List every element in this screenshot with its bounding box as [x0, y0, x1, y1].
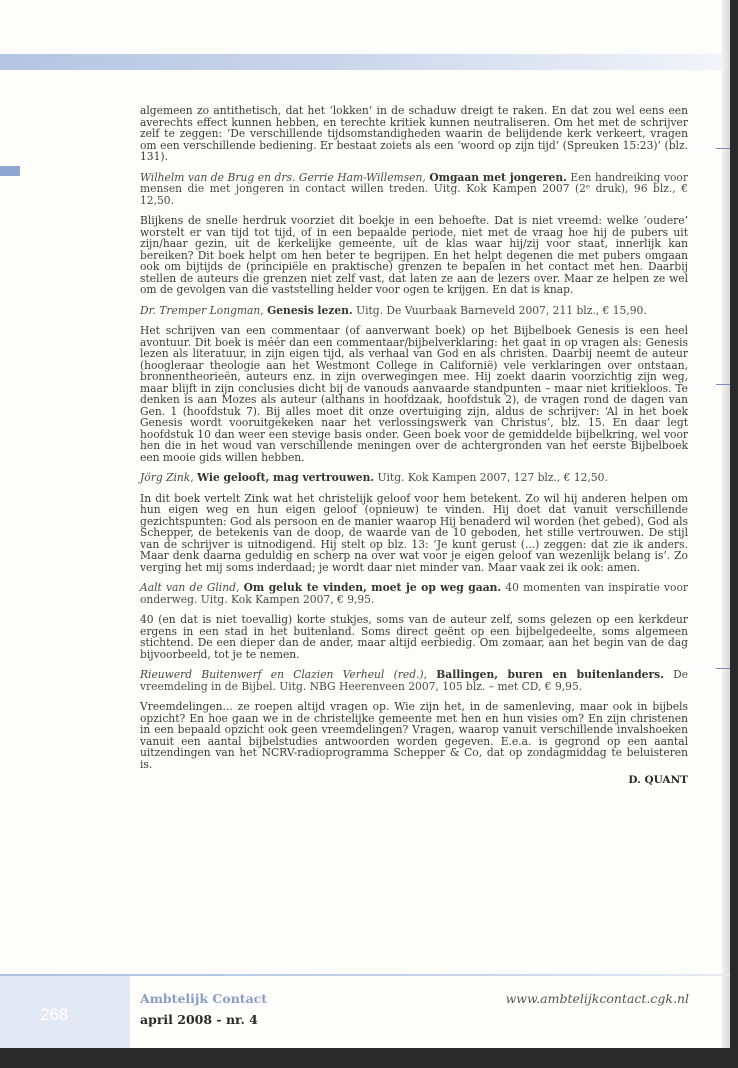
page-number: 268 — [40, 1005, 69, 1024]
reviewer-signature: D. QUANT — [628, 774, 688, 786]
margin-tick — [716, 384, 730, 385]
paragraph: Vreemdelingen... ze roepen altijd vragen op. Wie zijn het, in de samenleving, maar ook in bijbels opzicht? En hoe gaan we in de christelijke gemeente met hen en hun visies om? En zijn christenen in een bepaald opzicht ook geen vreemdelingen? Vragen, waarop vanuit verschillende invalshoeken vanuit een aantal bijbelstudies antwoorden worden gegeven. E.e.a. is gegrond op een aantal uitzendingen van het NCRV-radioprogramma Schepper & Co, dat op zondagmiddag te beluisteren is. — [140, 700, 688, 771]
paragraph: In dit boek vertelt Zink wat het christelijk geloof voor hem betekent. Zo wil hij anderen helpen om hun eigen weg en hun eigen geloof (opnieuw) te vinden. Hij doet dat vanuit verschillende gezichtspunten: God als persoon en de manier waarop Hij benaderd wil worden (het gebed), God als Schepper, de betekenis van de doop, de waarde van de 10 geboden, het stille vertrouwen. De stijl van de schrijver is uitnodigend. Hij stelt op blz. 13: ‘Je kunt gerust (...) zeggen: dat zie ik anders. Maar denk daarna geduldig en scherp na over wat voor je eigen geloof van wezenlijk belang is’. Zo verging het mij soms inderdaad; je wordt daar niet minder van. Maar vaak zei ik ook: amen. — [140, 491, 688, 574]
paragraph: Blijkens de snelle herdruk voorziet dit boekje in een behoefte. Dat is niet vreemd: welke ‘oudere’ worstelt er van tijd tot tijd, of in een bepaalde periode, niet met de vraag hoe hij de pubers uit zijn/haar gezin, uit de kerkelijke gemeente, uit de klas waar hij/zij voor staat, innerlijk kan bereiken? Dit boek helpt om hen beter te begrijpen. En het helpt degenen die met pubers omgaan ook om bijtijds de (principiële en praktische) grenzen te bepalen in het contact met hen. Daarbij stellen de auteurs die grenzen niet zelf vast, dat laten ze aan de lezers over. Maar ze helpen ze wel om de gevolgen van die vaststelling helder voor ogen te krijgen. En dat is knap. — [140, 214, 688, 296]
margin-tick — [716, 668, 730, 669]
book-author: Rieuwerd Buitenwerf en Clazien Verheul (red.), — [140, 668, 428, 681]
book-title: Om geluk te vinden, moet je op weg gaan. — [243, 581, 502, 594]
paragraph: 40 (en dat is niet toevallig) korte stukjes, soms van de auteur zelf, soms gelezen op een kerkdeur ergens in een stad in het buitenland. Soms direct geënt op een bijbelgedeelte, soms algemeen stichtend. De een dieper dan de ander, maar altijd eerbiedig. Om zomaar, aan het begin van de dag bijvoorbeeld, tot je te nemen. — [140, 613, 688, 661]
book-entry — [140, 472, 688, 484]
margin-marker — [0, 166, 20, 176]
book-entry — [140, 582, 688, 605]
website-url: www.ambtelijkcontact.cgk.nl — [505, 991, 689, 1006]
book-details: 40 momenten van inspiratie voor onderweg. Uitg. Kok Kampen 2007, € 9,95. — [140, 581, 688, 606]
book-author: Wilhelm van de Brug en drs. Gerrie Ham-Willemsen, — [140, 170, 426, 184]
book-author: Dr. Tremper Longman, — [140, 303, 264, 317]
book-author: Aalt van de Glind, — [140, 581, 240, 594]
book-entry — [140, 172, 688, 207]
book-entry — [140, 669, 688, 692]
book-details: Uitg. Kok Kampen 2007, 127 blz., € 12,50. — [377, 471, 608, 484]
paragraph: algemeen zo antithetisch, dat het ‘lokken’ in de schaduw dreigt te raken. En dat zou wel eens een averechts effect kunnen hebben, en terechte kritiek kunnen neutraliseren. Om het met de schrijver zelf te zeggen: ‘De verschillende tijdsomstandigheden waarin de belijdende kerk verkeert, vragen om een verschillende bediening. Er bestaat zoiets als een ‘woord op zijn tijd’ (Spreuken 15:23)’ (blz. 131). — [140, 104, 688, 163]
header-color-band — [0, 54, 730, 70]
review-column — [140, 105, 688, 787]
book-title: Genesis lezen. — [267, 303, 353, 317]
spine-shadow — [722, 0, 730, 1048]
journal-title: Ambtelijk Contact — [140, 991, 268, 1006]
book-title: Omgaan met jongeren. — [429, 170, 567, 184]
book-details: Een handreiking voor mensen die met jongeren in contact willen treden. Uitg. Kok Kampen 2007 (2ᵉ druk), 96 blz., € 12,50. — [140, 170, 688, 207]
book-title: Ballingen, buren en buitenlanders. — [436, 668, 664, 681]
book-title: Wie gelooft, mag vertrouwen. — [197, 471, 375, 484]
paragraph: Het schrijven van een commentaar (of aanverwant boek) op het Bijbelboek Genesis is een heel avontuur. Dit boek is méér dan een commentaar/bijbelverklaring: het gaat in op vragen als: Genesis lezen als literatuur, in zijn eigen tijd, als verhaal van God en als christen. Daarbij neemt de auteur (hoogleraar theologie aan het Westmont College in Californië) vele verklaringen over ontstaan, bronnentheorieën, auteurs enz. in zijn overwegingen mee. Hij zoekt daarin voorzichtig zijn weg, maar blijft in zijn conclusies dicht bij de vanouds aanvaarde standpunten – maar niet kritiekloos. Te denken is aan Mozes als auteur (althans in hoofdzaak, hoofdstuk 2), de vragen rond de dagen van Gen. 1 (hoofdstuk 7). Bij alles moet dit onze overtuiging zijn, aldus de schrijver: ‘Al in het boek Genesis wordt vooruitgekeken naar het verlossingswerk van Christus’, blz. 15. En daar legt hoofdstuk 10 dan weer een stevige basis onder. Geen boek voor de gemiddelde bijbelkring, wel voor hen die in het woud van verschillende meningen over de achtergronden van het eerste Bijbelboek een mooie gids willen hebben. — [140, 324, 688, 464]
book-details: Uitg. De Vuurbaak Barneveld 2007, 211 blz., € 15,90. — [356, 303, 647, 317]
issue-label: april 2008 - nr. 4 — [140, 1012, 258, 1027]
margin-tick — [716, 148, 730, 149]
book-author: Jörg Zink, — [140, 471, 194, 484]
book-details: De vreemdeling in de Bijbel. Uitg. NBG Heerenveen 2007, 105 blz. – met CD, € 9,95. — [140, 668, 688, 693]
book-entry — [140, 305, 688, 317]
